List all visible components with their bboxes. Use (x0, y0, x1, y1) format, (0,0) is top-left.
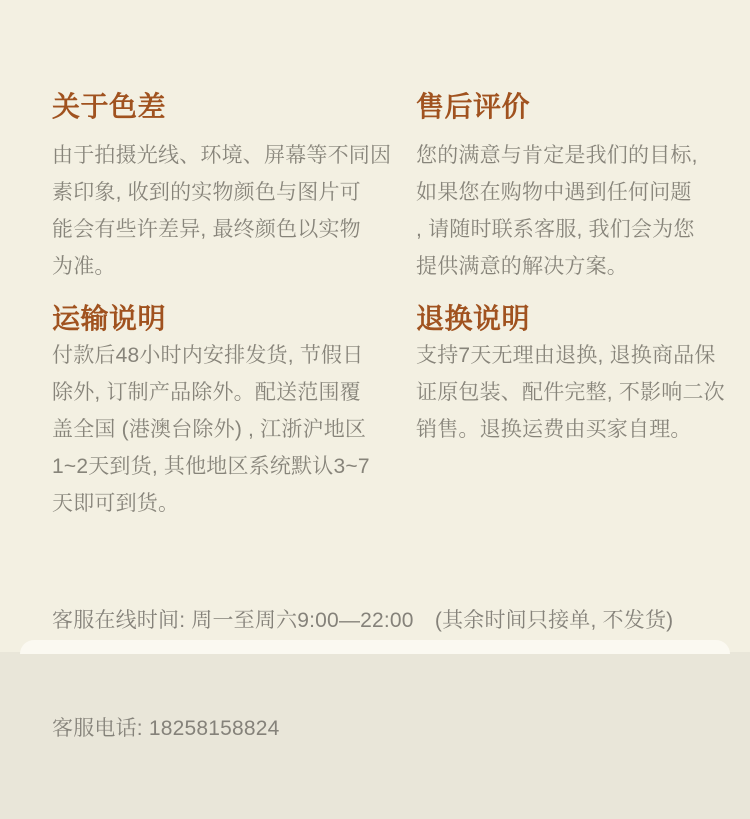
customer-service-footer (52, 531, 673, 819)
body-line: , 请随时联系客服, 我们会为您 (416, 218, 695, 241)
body-line: 如果您在购物中遇到任何问题 (416, 181, 692, 204)
section-body-after-sales (416, 137, 716, 285)
body-line: 能会有些许差异, 最终颜色以实物 (52, 218, 361, 241)
body-line: 证原包装、配件完整, 不影响二次 (416, 381, 725, 404)
section-body-color-difference (52, 137, 408, 285)
body-line: 为准。 (52, 255, 116, 278)
section-title-color-difference: 关于色差 (52, 91, 167, 122)
section-body-shipping (52, 337, 408, 522)
body-line: 您的满意与肯定是我们的目标, (416, 144, 698, 167)
body-line: 除外, 订制产品除外。配送范围覆 (52, 381, 361, 404)
body-line: 支持7天无理由退换, 退换商品保 (416, 344, 716, 367)
section-title-after-sales: 售后评价 (416, 91, 531, 122)
body-line: 提供满意的解决方案。 (416, 255, 628, 278)
body-line: 1~2天到货, 其他地区系统默认3~7 (52, 455, 370, 478)
service-phone-text: 客服电话: 18258158824 (52, 717, 280, 740)
section-body-returns (416, 337, 725, 448)
body-line: 销售。退换运费由买家自理。 (416, 418, 692, 441)
body-line: 付款后48小时内安排发货, 节假日 (52, 344, 364, 367)
next-section-card-edge (20, 640, 730, 654)
body-line: 由于拍摄光线、环境、屏幕等不同因 (52, 144, 392, 167)
service-hours-text: 客服在线时间: 周一至周六9:00—22:00 (其余时间只接单, 不发货) (52, 609, 674, 632)
body-line: 盖全国 (港澳台除外) , 江浙沪地区 (52, 418, 367, 441)
section-title-returns: 退换说明 (416, 303, 531, 334)
body-line: 天即可到货。 (52, 492, 180, 515)
body-line: 素印象, 收到的实物颜色与图片可 (52, 181, 361, 204)
section-title-shipping: 运输说明 (52, 303, 167, 334)
